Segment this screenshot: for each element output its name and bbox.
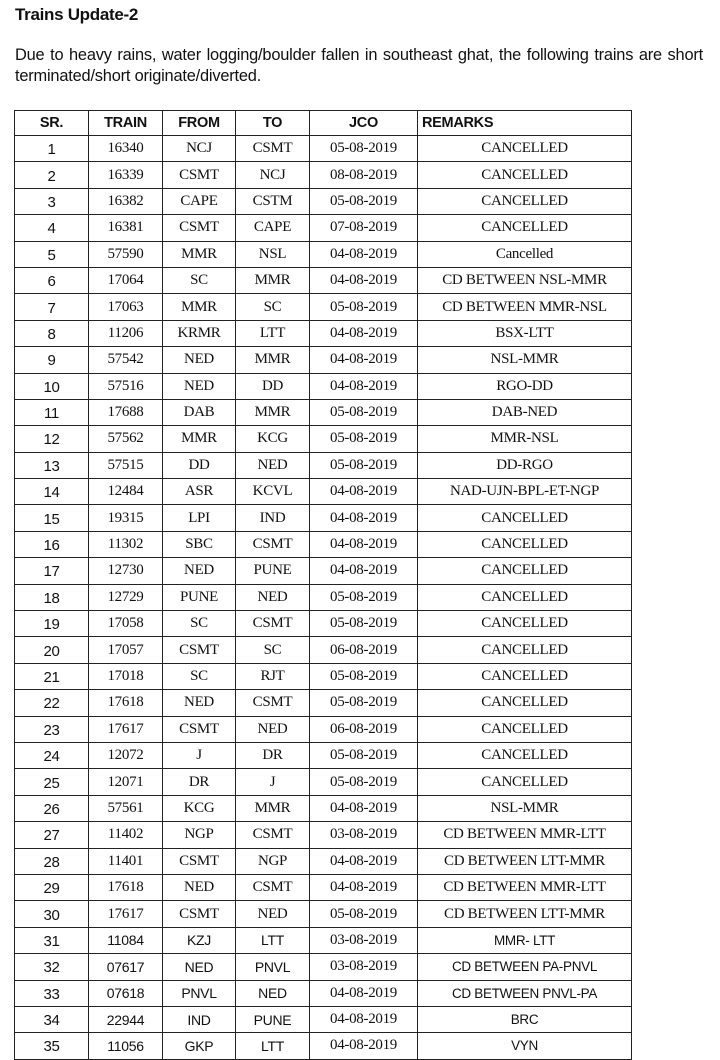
cell-remarks: CD BETWEEN PA-PNVL: [418, 954, 632, 980]
cell-train: 11401: [89, 848, 163, 874]
cell-remarks: MMR- LTT: [418, 927, 632, 953]
cell-remarks: CD BETWEEN PNVL-PA: [418, 980, 632, 1006]
cell-jco: 03-08-2019: [310, 822, 418, 848]
cell-sr: 14: [15, 479, 89, 505]
cell-remarks: NSL-MMR: [418, 347, 632, 373]
cell-to: NED: [236, 584, 310, 610]
cell-jco: 05-08-2019: [310, 742, 418, 768]
cell-train: 17018: [89, 663, 163, 689]
cell-from: CSMT: [163, 162, 236, 188]
header-sr: SR.: [15, 111, 89, 136]
cell-to: CSMT: [236, 531, 310, 557]
cell-train: 16339: [89, 162, 163, 188]
cell-sr: 15: [15, 505, 89, 531]
cell-train: 17064: [89, 267, 163, 293]
cell-jco: 04-08-2019: [310, 347, 418, 373]
cell-sr: 1: [15, 136, 89, 162]
cell-sr: 9: [15, 347, 89, 373]
header-to: TO: [236, 111, 310, 136]
cell-from: DD: [163, 452, 236, 478]
cell-from: LPI: [163, 505, 236, 531]
cell-remarks: Cancelled: [418, 241, 632, 267]
header-train: TRAIN: [89, 111, 163, 136]
cell-to: NSL: [236, 241, 310, 267]
cell-to: MMR: [236, 347, 310, 373]
header-from: FROM: [163, 111, 236, 136]
cell-remarks: CD BETWEEN LTT-MMR: [418, 848, 632, 874]
cell-from: KCG: [163, 795, 236, 821]
table-row: [15, 584, 632, 610]
cell-train: 57542: [89, 347, 163, 373]
cell-sr: 5: [15, 241, 89, 267]
cell-sr: 35: [15, 1033, 89, 1059]
cell-jco: 07-08-2019: [310, 215, 418, 241]
cell-from: J: [163, 742, 236, 768]
table-row: [15, 927, 632, 953]
cell-sr: 16: [15, 531, 89, 557]
table-row: [15, 558, 632, 584]
cell-train: 07618: [89, 980, 163, 1006]
cell-remarks: CANCELLED: [418, 611, 632, 637]
cell-sr: 29: [15, 874, 89, 900]
table-row: [15, 505, 632, 531]
cell-remarks: CANCELLED: [418, 531, 632, 557]
cell-from: NED: [163, 874, 236, 900]
cell-train: 16381: [89, 215, 163, 241]
table-row: [15, 162, 632, 188]
cell-sr: 20: [15, 637, 89, 663]
cell-train: 07617: [89, 954, 163, 980]
cell-jco: 04-08-2019: [310, 267, 418, 293]
cell-remarks: CANCELLED: [418, 742, 632, 768]
cell-remarks: CANCELLED: [418, 690, 632, 716]
cell-remarks: NAD-UJN-BPL-ET-NGP: [418, 479, 632, 505]
cell-from: CSMT: [163, 215, 236, 241]
cell-remarks: CANCELLED: [418, 663, 632, 689]
cell-from: NED: [163, 558, 236, 584]
cell-to: MMR: [236, 795, 310, 821]
cell-train: 17617: [89, 901, 163, 927]
cell-jco: 04-08-2019: [310, 479, 418, 505]
table-row: [15, 874, 632, 900]
cell-jco: 06-08-2019: [310, 716, 418, 742]
cell-to: IND: [236, 505, 310, 531]
cell-sr: 17: [15, 558, 89, 584]
table-row: [15, 320, 632, 346]
table-row: [15, 1006, 632, 1032]
table-row: [15, 347, 632, 373]
cell-remarks: NSL-MMR: [418, 795, 632, 821]
cell-sr: 31: [15, 927, 89, 953]
cell-from: NCJ: [163, 136, 236, 162]
table-row: [15, 452, 632, 478]
cell-train: 11206: [89, 320, 163, 346]
cell-sr: 21: [15, 663, 89, 689]
cell-sr: 11: [15, 399, 89, 425]
cell-to: NED: [236, 901, 310, 927]
cell-remarks: CANCELLED: [418, 716, 632, 742]
table-row: [15, 611, 632, 637]
cell-to: NED: [236, 980, 310, 1006]
cell-sr: 2: [15, 162, 89, 188]
cell-to: SC: [236, 637, 310, 663]
cell-jco: 05-08-2019: [310, 663, 418, 689]
table-row: [15, 373, 632, 399]
cell-from: PUNE: [163, 584, 236, 610]
cell-from: SC: [163, 611, 236, 637]
table-row: [15, 663, 632, 689]
cell-train: 12484: [89, 479, 163, 505]
cell-remarks: MMR-NSL: [418, 426, 632, 452]
cell-train: 57590: [89, 241, 163, 267]
cell-jco: 06-08-2019: [310, 637, 418, 663]
cell-jco: 04-08-2019: [310, 1033, 418, 1059]
cell-from: MMR: [163, 294, 236, 320]
cell-train: 17058: [89, 611, 163, 637]
cell-from: SBC: [163, 531, 236, 557]
cell-train: 11084: [89, 927, 163, 953]
cell-jco: 04-08-2019: [310, 531, 418, 557]
cell-train: 11402: [89, 822, 163, 848]
cell-train: 19315: [89, 505, 163, 531]
table-row: [15, 822, 632, 848]
cell-from: GKP: [163, 1033, 236, 1059]
cell-remarks: CANCELLED: [418, 136, 632, 162]
table-row: [15, 716, 632, 742]
cell-train: 16382: [89, 188, 163, 214]
cell-to: DD: [236, 373, 310, 399]
cell-to: CSMT: [236, 690, 310, 716]
cell-sr: 24: [15, 742, 89, 768]
table-row: [15, 215, 632, 241]
cell-from: CSMT: [163, 637, 236, 663]
cell-jco: 04-08-2019: [310, 874, 418, 900]
cell-remarks: CANCELLED: [418, 188, 632, 214]
cell-jco: 05-08-2019: [310, 136, 418, 162]
cell-remarks: DAB-NED: [418, 399, 632, 425]
table-row: [15, 980, 632, 1006]
cell-from: NGP: [163, 822, 236, 848]
cell-train: 22944: [89, 1006, 163, 1032]
cell-remarks: RGO-DD: [418, 373, 632, 399]
cell-train: 57561: [89, 795, 163, 821]
cell-from: CSMT: [163, 848, 236, 874]
cell-remarks: CD BETWEEN MMR-NSL: [418, 294, 632, 320]
cell-sr: 8: [15, 320, 89, 346]
trains-table: [14, 110, 632, 1060]
cell-train: 11302: [89, 531, 163, 557]
cell-remarks: BSX-LTT: [418, 320, 632, 346]
cell-from: CSMT: [163, 716, 236, 742]
cell-jco: 05-08-2019: [310, 399, 418, 425]
table-row: [15, 795, 632, 821]
cell-sr: 6: [15, 267, 89, 293]
cell-to: LTT: [236, 320, 310, 346]
cell-remarks: CANCELLED: [418, 584, 632, 610]
cell-to: CSMT: [236, 136, 310, 162]
cell-sr: 23: [15, 716, 89, 742]
cell-from: NED: [163, 690, 236, 716]
cell-remarks: CANCELLED: [418, 769, 632, 795]
cell-jco: 03-08-2019: [310, 927, 418, 953]
cell-train: 16340: [89, 136, 163, 162]
cell-to: NED: [236, 716, 310, 742]
table-row: [15, 531, 632, 557]
cell-to: MMR: [236, 399, 310, 425]
cell-jco: 05-08-2019: [310, 426, 418, 452]
cell-jco: 04-08-2019: [310, 373, 418, 399]
cell-train: 17617: [89, 716, 163, 742]
cell-to: LTT: [236, 1033, 310, 1059]
cell-to: NGP: [236, 848, 310, 874]
cell-to: NCJ: [236, 162, 310, 188]
intro-paragraph: Due to heavy rains, water logging/boulder fallen in southeast ghat, the following trains are short terminated/short originate/diverted.: [15, 46, 703, 85]
cell-train: 17063: [89, 294, 163, 320]
cell-remarks: CANCELLED: [418, 215, 632, 241]
cell-jco: 04-08-2019: [310, 505, 418, 531]
cell-jco: 04-08-2019: [310, 795, 418, 821]
cell-train: 12729: [89, 584, 163, 610]
cell-from: CAPE: [163, 188, 236, 214]
cell-jco: 04-08-2019: [310, 980, 418, 1006]
header-remarks: REMARKS: [418, 111, 632, 136]
table-row: [15, 136, 632, 162]
cell-jco: 03-08-2019: [310, 954, 418, 980]
cell-from: SC: [163, 663, 236, 689]
cell-from: CSMT: [163, 901, 236, 927]
table-row: [15, 426, 632, 452]
cell-jco: 05-08-2019: [310, 611, 418, 637]
cell-from: PNVL: [163, 980, 236, 1006]
table-header-row: [15, 111, 632, 136]
cell-sr: 30: [15, 901, 89, 927]
cell-train: 12730: [89, 558, 163, 584]
table-row: [15, 479, 632, 505]
cell-to: CAPE: [236, 215, 310, 241]
cell-remarks: CD BETWEEN LTT-MMR: [418, 901, 632, 927]
cell-train: 57516: [89, 373, 163, 399]
cell-remarks: CANCELLED: [418, 558, 632, 584]
cell-to: KCG: [236, 426, 310, 452]
cell-from: SC: [163, 267, 236, 293]
cell-remarks: DD-RGO: [418, 452, 632, 478]
cell-jco: 04-08-2019: [310, 1006, 418, 1032]
cell-to: PNVL: [236, 954, 310, 980]
cell-train: 17618: [89, 690, 163, 716]
table-row: [15, 901, 632, 927]
cell-jco: 04-08-2019: [310, 558, 418, 584]
cell-to: CSMT: [236, 822, 310, 848]
cell-train: 12071: [89, 769, 163, 795]
header-jco: JCO: [310, 111, 418, 136]
cell-jco: 05-08-2019: [310, 769, 418, 795]
cell-from: KRMR: [163, 320, 236, 346]
table-row: [15, 399, 632, 425]
cell-to: CSTM: [236, 188, 310, 214]
cell-remarks: CANCELLED: [418, 505, 632, 531]
cell-to: KCVL: [236, 479, 310, 505]
table-row: [15, 637, 632, 663]
cell-sr: 7: [15, 294, 89, 320]
cell-jco: 04-08-2019: [310, 320, 418, 346]
cell-to: CSMT: [236, 874, 310, 900]
cell-sr: 18: [15, 584, 89, 610]
cell-train: 17057: [89, 637, 163, 663]
cell-jco: 05-08-2019: [310, 452, 418, 478]
cell-to: PUNE: [236, 1006, 310, 1032]
cell-from: ASR: [163, 479, 236, 505]
cell-sr: 22: [15, 690, 89, 716]
cell-sr: 19: [15, 611, 89, 637]
cell-remarks: CD BETWEEN MMR-LTT: [418, 822, 632, 848]
cell-remarks: CANCELLED: [418, 637, 632, 663]
cell-sr: 26: [15, 795, 89, 821]
cell-to: CSMT: [236, 611, 310, 637]
cell-sr: 33: [15, 980, 89, 1006]
cell-to: MMR: [236, 267, 310, 293]
cell-to: SC: [236, 294, 310, 320]
cell-jco: 05-08-2019: [310, 584, 418, 610]
cell-sr: 32: [15, 954, 89, 980]
cell-to: PUNE: [236, 558, 310, 584]
cell-from: DR: [163, 769, 236, 795]
cell-train: 11056: [89, 1033, 163, 1059]
cell-from: NED: [163, 373, 236, 399]
cell-sr: 3: [15, 188, 89, 214]
table-row: [15, 954, 632, 980]
cell-to: LTT: [236, 927, 310, 953]
table-row: [15, 848, 632, 874]
cell-sr: 12: [15, 426, 89, 452]
cell-remarks: CD BETWEEN MMR-LTT: [418, 874, 632, 900]
cell-jco: 08-08-2019: [310, 162, 418, 188]
cell-from: KZJ: [163, 927, 236, 953]
table-body: [15, 136, 632, 1060]
cell-sr: 27: [15, 822, 89, 848]
cell-train: 57562: [89, 426, 163, 452]
cell-to: DR: [236, 742, 310, 768]
table-row: [15, 690, 632, 716]
cell-sr: 28: [15, 848, 89, 874]
cell-jco: 05-08-2019: [310, 294, 418, 320]
table-row: [15, 241, 632, 267]
document-title: Trains Update-2: [15, 5, 139, 24]
table-row: [15, 1033, 632, 1059]
cell-remarks: CD BETWEEN NSL-MMR: [418, 267, 632, 293]
table-row: [15, 769, 632, 795]
cell-jco: 05-08-2019: [310, 690, 418, 716]
cell-jco: 04-08-2019: [310, 241, 418, 267]
cell-jco: 04-08-2019: [310, 848, 418, 874]
cell-from: MMR: [163, 241, 236, 267]
cell-from: IND: [163, 1006, 236, 1032]
cell-train: 12072: [89, 742, 163, 768]
cell-from: DAB: [163, 399, 236, 425]
table-row: [15, 294, 632, 320]
cell-to: NED: [236, 452, 310, 478]
table-row: [15, 188, 632, 214]
cell-sr: 25: [15, 769, 89, 795]
table-row: [15, 742, 632, 768]
cell-remarks: CANCELLED: [418, 162, 632, 188]
cell-sr: 13: [15, 452, 89, 478]
cell-to: RJT: [236, 663, 310, 689]
cell-from: NED: [163, 954, 236, 980]
cell-sr: 4: [15, 215, 89, 241]
cell-jco: 05-08-2019: [310, 901, 418, 927]
cell-sr: 34: [15, 1006, 89, 1032]
cell-train: 17618: [89, 874, 163, 900]
cell-to: J: [236, 769, 310, 795]
cell-sr: 10: [15, 373, 89, 399]
cell-jco: 05-08-2019: [310, 188, 418, 214]
cell-train: 57515: [89, 452, 163, 478]
table-row: [15, 267, 632, 293]
cell-remarks: VYN: [418, 1033, 632, 1059]
cell-from: NED: [163, 347, 236, 373]
cell-train: 17688: [89, 399, 163, 425]
cell-remarks: BRC: [418, 1006, 632, 1032]
cell-from: MMR: [163, 426, 236, 452]
